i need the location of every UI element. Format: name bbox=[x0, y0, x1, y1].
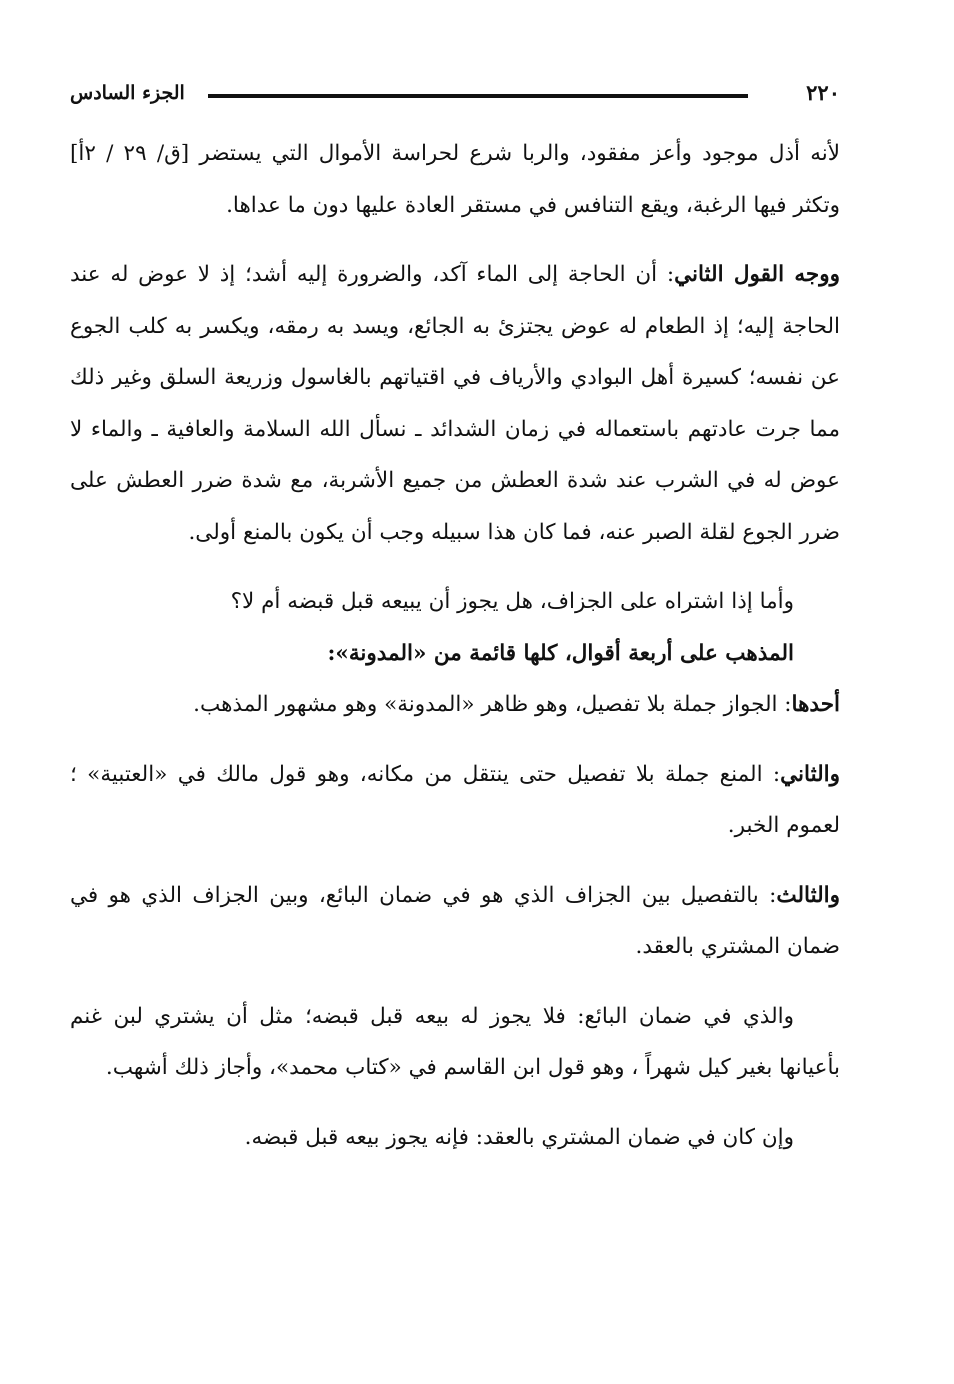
page-body bbox=[70, 128, 840, 1163]
paragraph-lead: والثالث bbox=[776, 882, 840, 908]
page-number: ٢٢٠ bbox=[806, 80, 840, 105]
running-title: الجزء السادس bbox=[70, 82, 185, 104]
paragraph-text: لأنه أذل موجود وأعز مفقود، والربا شرع لحراسة الأموال التي يستضر [ق/ ٢٩ / ٢أ] وتكثر فيها الرغبة، ويقع التنافس في مستقر العادة عليها دون ما عداها. bbox=[70, 141, 840, 218]
paragraph-text: : أن الحاجة إلى الماء آكد، والضرورة إليه أشد؛ إذ لا عوض له عند الحاجة إليه؛ إذ الطعام له عوض يجتزئ به الجائع، ويسد به رمقه، ويكسر به كلب الجوع عن نفسه؛ كسيرة أهل البوادي والأرياف في اقتياتهم بالغاسول وزريعة السلق وغير ذلك مما جرت عادتهم باستعماله في زمان الشدائد ـ نسأل الله السلامة والعافية ـ والماء لا عوض له في الشرب عند شدة العطش من جميع الأشربة، مع شدة ضرر العطش على ضرر الجوع لقلة الصبر عنه، فما كان هذا سبيله وجب أن يكون بالمنع أولى. bbox=[70, 262, 840, 545]
header-rule bbox=[208, 94, 748, 98]
paragraph-text: : الجواز جملة بلا تفصيل، وهو ظاهر «المدونة» وهو مشهور المذهب. bbox=[193, 692, 792, 717]
paragraph-buyer-guarantee bbox=[70, 1112, 840, 1164]
paragraph-heading bbox=[70, 628, 840, 680]
paragraph-lead: والثاني bbox=[780, 761, 840, 787]
paragraph-text: وأما إذا اشتراه على الجزاف، هل يجوز أن يبيعه قبل قبضه أم لا؟ bbox=[230, 589, 794, 614]
paragraph-text: : بالتفصيل بين الجزاف الذي هو في ضمان البائع، وبين الجزاف الذي هو في ضمان المشتري بالعقد. bbox=[70, 882, 840, 959]
paragraph-first-view bbox=[70, 679, 840, 731]
paragraph-lead: أحدها bbox=[791, 692, 840, 717]
paragraph-text: : المنع جملة بلا تفصيل حتى ينتقل من مكانه، وهو قول مالك في «العتبية» ؛ لعموم الخبر. bbox=[70, 761, 840, 838]
paragraph-second-opinion bbox=[70, 249, 840, 558]
paragraph-text: المذهب على أربعة أقوال، كلها قائمة من «المدونة»: bbox=[327, 640, 794, 666]
paragraph-seller-guarantee bbox=[70, 991, 840, 1094]
page-header bbox=[70, 82, 840, 116]
paragraph-lead: ووجه القول الثاني bbox=[674, 262, 840, 287]
paragraph-text: وإن كان في ضمان المشتري بالعقد: فإنه يجوز بيعه قبل قبضه. bbox=[244, 1124, 794, 1150]
paragraph-third-view bbox=[70, 870, 840, 973]
paragraph-second-view bbox=[70, 749, 840, 852]
paragraph-text: والذي في ضمان البائع: فلا يجوز له بيعه قبل قبضه؛ مثل أن يشتري لبن غنم بأعيانها بغير كيل شهراً ، وهو قول ابن القاسم في «كتاب محمد»، وأجاز ذلك أشهب. bbox=[70, 1003, 840, 1080]
paragraph-question bbox=[70, 576, 840, 628]
paragraph-continuation bbox=[70, 128, 840, 231]
